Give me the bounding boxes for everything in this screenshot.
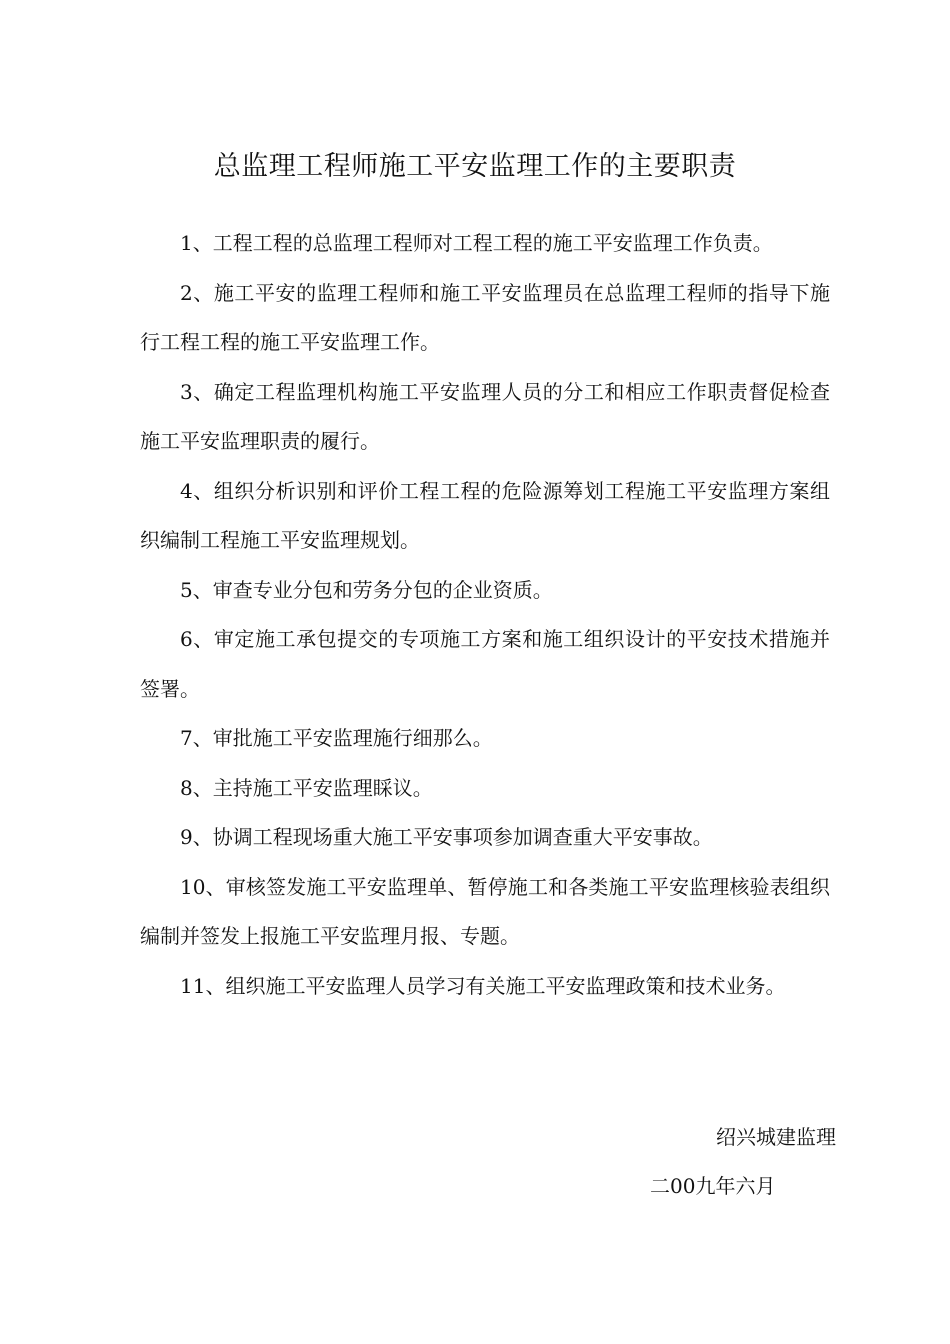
- duty-paragraph: 1、工程工程的总监理工程师对工程工程的施工平安监理工作负责。: [180, 231, 773, 255]
- duty-paragraph: 10、审核签发施工平安监理单、暂停施工和各类施工平安监理核验表组织编制并签发上报施工平安监理月报、专题。: [140, 874, 830, 948]
- duty-paragraph: 7、审批施工平安监理施行细那么。: [180, 726, 493, 750]
- duty-paragraph: 3、确定工程监理机构施工平安监理人员的分工和相应工作职责督促检查施工平安监理职责的履行。: [140, 379, 830, 453]
- signature-organization: 绍兴城建监理: [716, 1125, 836, 1149]
- duty-paragraph: 4、组织分析识别和评价工程工程的危险源筹划工程施工平安监理方案组织编制工程施工平安监理规划。: [140, 478, 830, 552]
- duty-paragraph: 9、协调工程现场重大施工平安事项参加调查重大平安事故。: [180, 825, 713, 849]
- duty-paragraph: 2、施工平安的监理工程师和施工平安监理员在总监理工程师的指导下施行工程工程的施工平安监理工作。: [140, 280, 830, 354]
- duties-list: [140, 219, 830, 1011]
- duty-paragraph: 6、审定施工承包提交的专项施工方案和施工组织设计的平安技术措施并签署。: [140, 627, 830, 701]
- signature-date: 二00九年六月: [650, 1174, 776, 1198]
- duty-paragraph: 8、主持施工平安监理睬议。: [180, 775, 433, 800]
- duty-paragraph: 5、审查专业分包和劳务分包的企业资质。: [180, 577, 553, 602]
- duty-paragraph: 11、组织施工平安监理人员学习有关施工平安监理政策和技术业务。: [180, 973, 786, 998]
- document-title: 总监理工程师施工平安监理工作的主要职责: [213, 151, 737, 182]
